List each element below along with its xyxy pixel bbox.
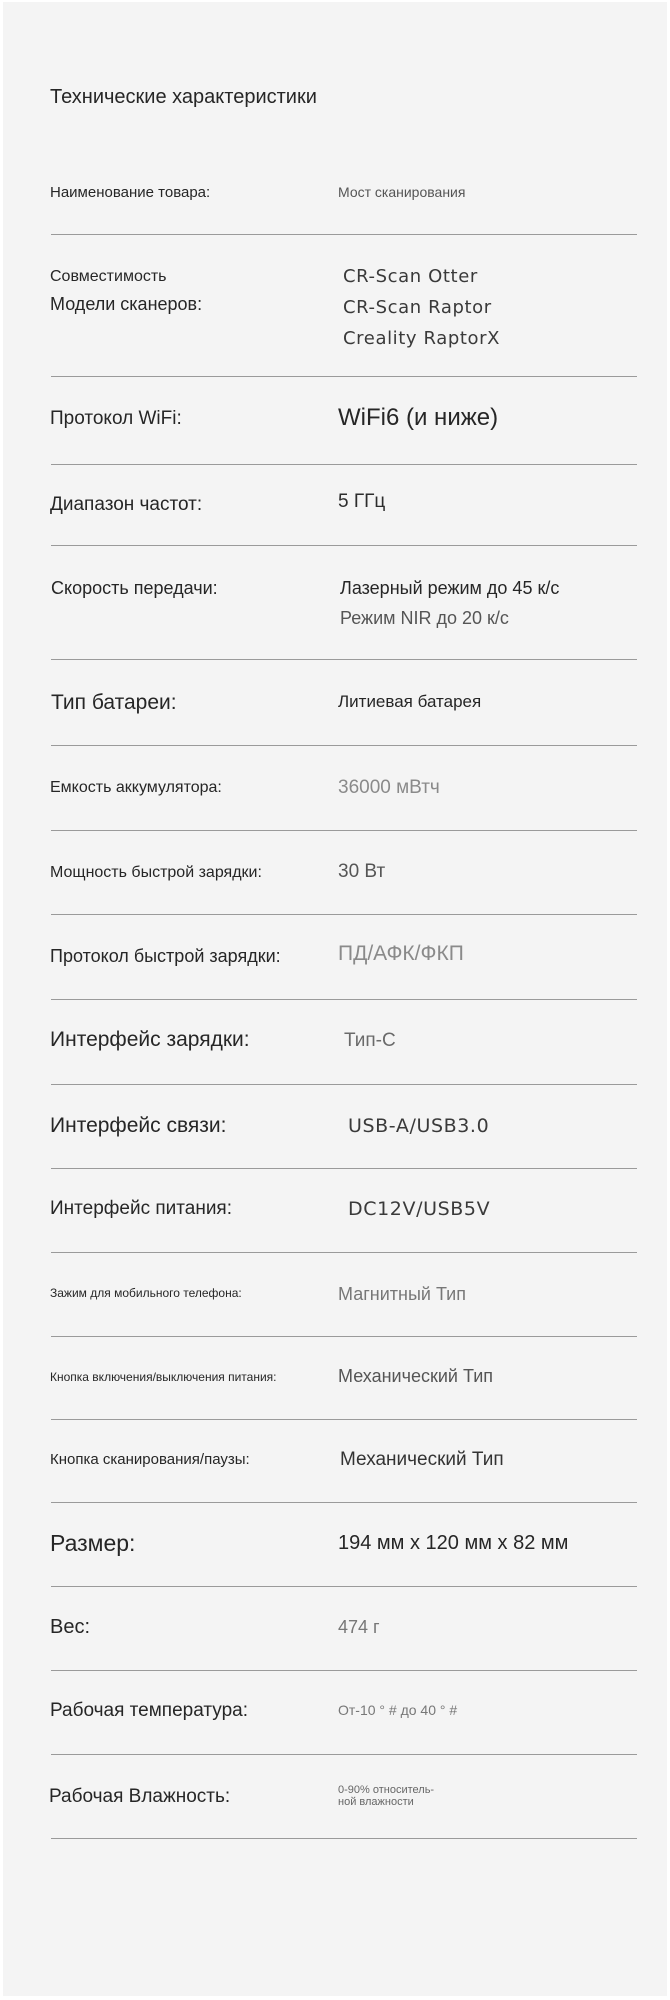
spec-label-power-interface: Интерфейс питания: [50, 1198, 232, 1219]
spec-label-scan-button: Кнопка сканирования/паузы: [50, 1451, 250, 1468]
divider [51, 1838, 637, 1839]
spec-value-product-name: Мост сканирования [338, 184, 466, 200]
spec-value-phone-clip: Магнитный Тип [338, 1284, 466, 1304]
spec-value-operating-temperature: От-10 ° # до 40 ° # [338, 1702, 458, 1718]
divider [51, 1168, 637, 1169]
spec-label-frequency-band: Диапазон частот: [50, 494, 203, 515]
divider [51, 1084, 637, 1085]
divider [51, 659, 637, 660]
divider [51, 376, 637, 377]
divider [51, 745, 637, 746]
spec-label-weight: Вес: [50, 1616, 91, 1638]
spec-label-wifi-protocol: Протокол WiFi: [50, 408, 182, 429]
spec-value-weight: 474 г [338, 1617, 380, 1637]
spec-value-wifi-protocol: WiFi6 (и ниже) [338, 404, 499, 431]
spec-label-power-button: Кнопка включения/выключения питания: [50, 1370, 277, 1384]
divider [51, 1586, 637, 1587]
divider [51, 545, 637, 546]
spec-value-battery-type: Литиевая батарея [338, 692, 482, 711]
page-title: Технические характеристики [50, 86, 317, 108]
divider [51, 1670, 637, 1671]
divider [51, 914, 637, 915]
spec-value-compatibility [343, 266, 500, 359]
spec-label-communication-interface: Интерфейс связи: [50, 1114, 227, 1137]
spec-label-size: Размер: [50, 1530, 136, 1556]
spec-label-fast-charge-protocol: Протокол быстрой зарядки: [50, 946, 281, 966]
spec-value-power-button: Механический Тип [338, 1366, 493, 1386]
spec-value-transfer-speed [340, 578, 559, 629]
spec-label-charging-interface: Интерфейс зарядки: [50, 1028, 250, 1051]
spec-label-operating-temperature: Рабочая температура: [50, 1700, 248, 1721]
spec-value-operating-humidity [338, 1784, 434, 1808]
divider [51, 1419, 637, 1420]
spec-label-compatibility-line1: Совместимость [50, 268, 167, 285]
spec-label-compatibility [50, 268, 202, 315]
spec-label-transfer-speed: Скорость передачи: [51, 578, 218, 598]
spec-value-scan-button: Механический Тип [340, 1449, 504, 1470]
spec-label-fast-charge-power: Мощность быстрой зарядки: [50, 864, 262, 881]
spec-value-power-interface: DC12V/USB5V [348, 1198, 491, 1220]
spec-value-frequency-band: 5 ГГц [338, 491, 386, 512]
divider [51, 1754, 637, 1755]
divider [51, 1502, 637, 1503]
spec-label-compatibility-line2: Модели сканеров: [50, 294, 203, 314]
spec-value-battery-capacity: 36000 мВтч [338, 777, 440, 798]
scanner-model: CR-Scan Raptor [343, 297, 492, 318]
spec-value-charging-interface: Тип-С [344, 1030, 396, 1051]
divider [51, 1252, 637, 1253]
spec-label-phone-clip: Зажим для мобильного телефона: [50, 1286, 242, 1300]
humidity-line: 0-90% относитель- [338, 1784, 435, 1796]
speed-laser: Лазерный режим до 45 к/с [340, 578, 560, 598]
spec-label-operating-humidity: Рабочая Влажность: [49, 1786, 231, 1807]
scanner-model: Creality RaptorX [343, 328, 501, 349]
spec-label-battery-type: Тип батареи: [51, 691, 177, 714]
scanner-model: CR-Scan Otter [343, 266, 478, 287]
divider [51, 234, 637, 235]
speed-nir: Режим NIR до 20 к/с [340, 608, 509, 628]
spec-label-battery-capacity: Емкость аккумулятора: [50, 779, 222, 796]
spec-value-size: 194 мм x 120 мм x 82 мм [338, 1532, 569, 1554]
spec-label-product-name: Наименование товара: [50, 184, 211, 201]
divider [51, 464, 637, 465]
spec-value-communication-interface: USB-A/USB3.0 [348, 1115, 490, 1137]
spec-value-fast-charge-power: 30 Вт [338, 861, 386, 882]
humidity-line: ной влажности [338, 1796, 414, 1808]
spec-value-fast-charge-protocol: ПД/АФК/ФКП [338, 942, 464, 965]
spec-sheet [3, 2, 667, 1996]
divider [51, 999, 637, 1000]
divider [51, 830, 637, 831]
divider [51, 1336, 637, 1337]
